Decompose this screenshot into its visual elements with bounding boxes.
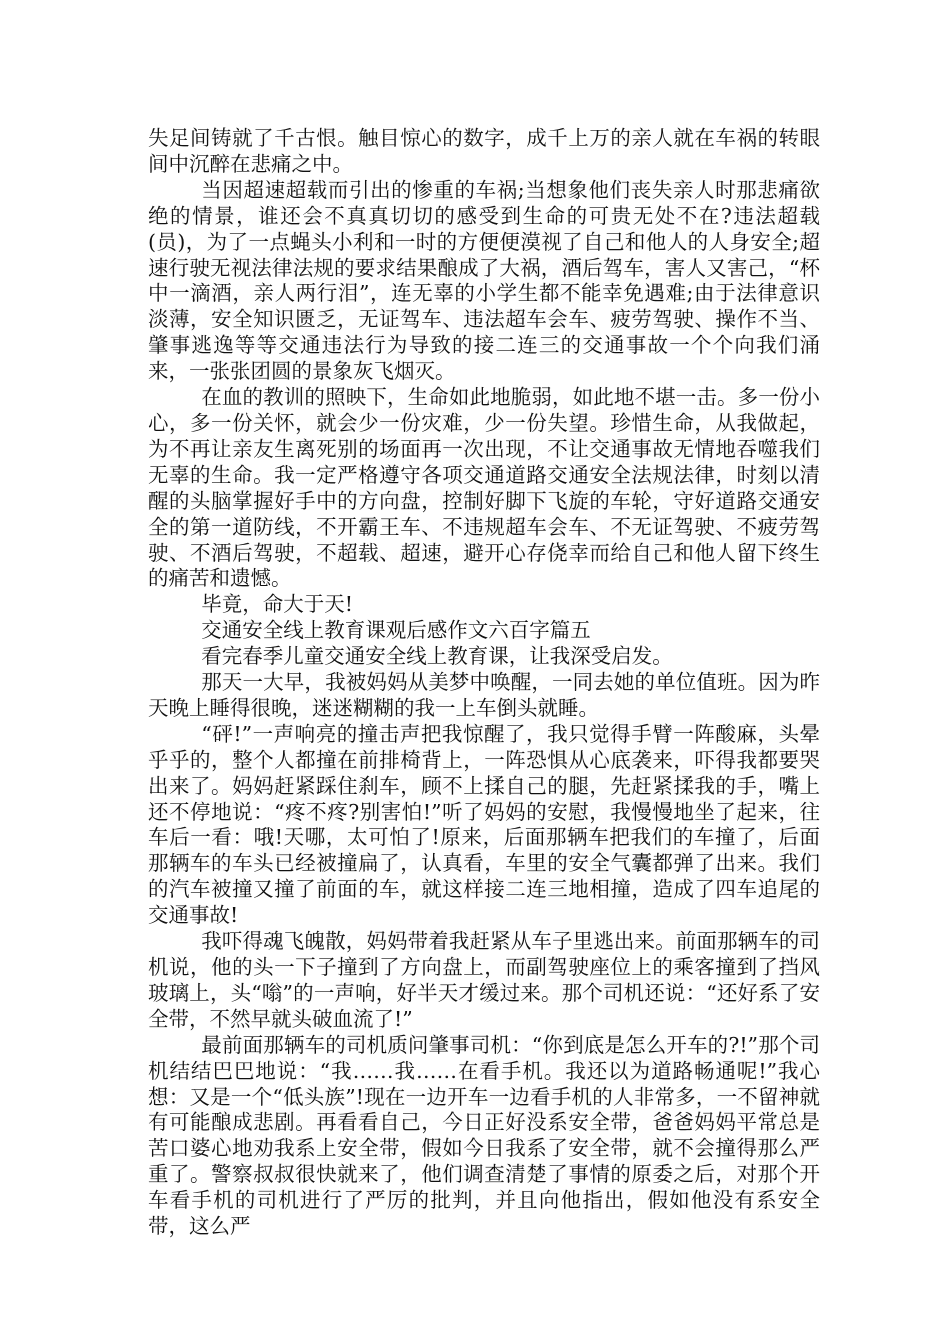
paragraph-10: 最前面那辆车的司机质问肇事司机：“你到底是怎么开车的?!”那个司机结结巴巴地说：“我……我……在看手机。我还以为道路畅通呢!”我心想：又是一个“低头族”!现在一边开车一边看手机的人非常多，一不留神就有可能酿成悲剧。再看看自己，今日正好没系安全带，爸爸妈妈平常总是苦口婆心地劝我系上安全带，假如今日我系了安全带，就不会撞得那么严重了。警察叔叔很快就来了，他们调查清楚了事情的原委之后，对那个开车看手机的司机进行了严厉的批判，并且向他指出，假如他没有系安全带，这么严 <box>148 1032 820 1239</box>
paragraph-9: 我吓得魂飞魄散，妈妈带着我赶紧从车子里逃出来。前面那辆车的司机说，他的头一下子撞到了方向盘上，而副驾驶座位上的乘客撞到了挡风玻璃上，头“嗡”的一声响，好半天才缓过来。那个司机还说：“还好系了安全带，不然早就头破血流了!” <box>148 929 820 1031</box>
document-body <box>148 126 820 1240</box>
paragraph-8: “砰!”一声响亮的撞击声把我惊醒了，我只觉得手臂一阵酸麻，头晕乎乎的，整个人都撞在前排椅背上，一阵恐惧从心底袭来，吓得我都要哭出来了。妈妈赶紧踩住刹车，顾不上揉自己的腿，先赶紧揉我的手，嘴上还不停地说：“疼不疼?别害怕!”听了妈妈的安慰，我慢慢地坐了起来，往车后一看：哦!天哪，太可怕了!原来，后面那辆车把我们的车撞了，后面那辆车的车头已经被撞扁了，认真看，车里的安全气囊都弹了出来。我们的汽车被撞又撞了前面的车，就这样接二连三地相撞，造成了四车追尾的交通事故! <box>148 721 820 928</box>
paragraph-7: 那天一大早，我被妈妈从美梦中唤醒，一同去她的单位值班。因为昨天晚上睡得很晚，迷迷糊糊的我一上车倒头就睡。 <box>148 670 820 720</box>
paragraph-1: 失足间铸就了千古恨。触目惊心的数字，成千上万的亲人就在车祸的转眼间中沉醉在悲痛之中。 <box>148 126 820 176</box>
paragraph-4: 毕竟，命大于天! <box>201 592 354 617</box>
section-heading: 交通安全线上教育课观后感作文六百字篇五 <box>201 618 591 643</box>
paragraph-6: 看完春季儿童交通安全线上教育课，让我深受启发。 <box>201 644 673 669</box>
paragraph-2: 当因超速超载而引出的惨重的车祸;当想象他们丧失亲人时那悲痛欲绝的情景，谁还会不真真切切的感受到生命的可贵无处不在?违法超载(员)，为了一点蝇头小利和一时的方便便漠视了自己和他人的人身安全;超速行驶无视法律法规的要求结果酿成了大祸，酒后驾车，害人又害己，“杯中一滴酒，亲人两行泪”，连无辜的小学生都不能幸免遇难;由于法律意识淡薄，安全知识匮乏，无证驾车、违法超车会车、疲劳驾驶、操作不当、肇事逃逸等等交通违法行为导致的接二连三的交通事故一个个向我们涌来，一张张团圆的景象灰飞烟灭。 <box>148 177 820 384</box>
paragraph-3: 在血的教训的照映下，生命如此地脆弱，如此地不堪一击。多一份小心，多一份关怀，就会少一份灾难，少一份失望。珍惜生命，从我做起，为不再让亲友生离死别的场面再一次出现，不让交通事故无情地吞噬我们无辜的生命。我一定严格遵守各项交通道路交通安全法规法律，时刻以清醒的头脑掌握好手中的方向盘，控制好脚下飞旋的车轮，守好道路交通安全的第一道防线，不开霸王车、不违规超车会车、不无证驾驶、不疲劳驾驶、不酒后驾驶，不超载、超速，避开心存侥幸而给自己和他人留下终生的痛苦和遗憾。 <box>148 385 820 591</box>
